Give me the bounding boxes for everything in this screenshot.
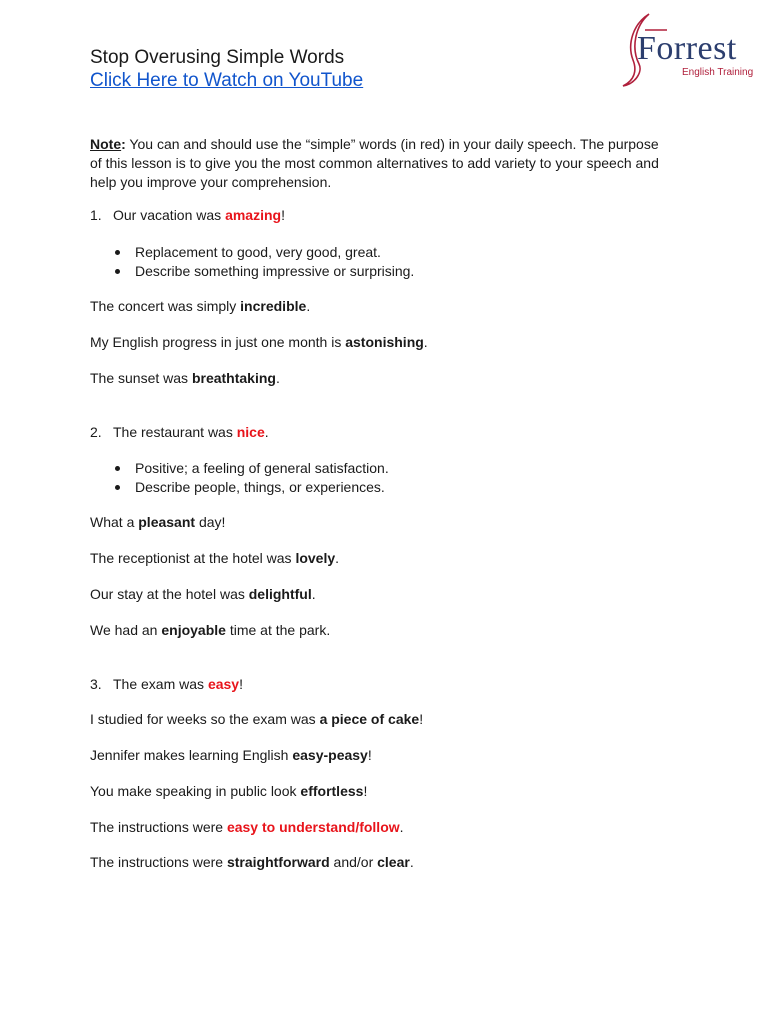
note-paragraph: Note: You can and should use the “simple” words (in red) in your daily speech. The purpose of this lesson is to give you the most common alternatives to add variety to your speech and help you improve your comprehension.	[90, 136, 659, 190]
simple-word: amazing	[225, 207, 282, 223]
example-sentence: What a pleasant day!	[90, 514, 226, 530]
logo-subtitle: English Training	[682, 67, 754, 78]
example-sentence: The concert was simply incredible.	[90, 298, 311, 314]
section-heading-3: 3. The exam was easy!	[90, 676, 243, 692]
example-sentence: Our stay at the hotel was delightful.	[90, 586, 316, 602]
bullet-list-1	[90, 243, 414, 281]
example-sentence: You make speaking in public look effortless!	[90, 783, 368, 799]
example-sentence: Jennifer makes learning English easy-peasy!	[90, 747, 372, 763]
youtube-link[interactable]: Click Here to Watch on YouTube	[90, 70, 364, 91]
note-text: You can and should use the “simple” words (in red) in your daily speech. The purpose of this lesson is to give you the most common alternatives to add variety to your speech and help you improve your comprehension.	[90, 136, 659, 190]
simple-word: easy	[207, 676, 240, 692]
example-sentence: The receptionist at the hotel was lovely.	[90, 550, 340, 566]
forrest-logo	[615, 8, 765, 88]
example-sentence: The instructions were easy to understand/follow.	[90, 819, 404, 835]
example-sentence: My English progress in just one month is astonishing.	[90, 334, 428, 350]
list-item: Describe people, things, or experiences.	[90, 478, 389, 497]
logo-word: Forrest	[637, 30, 737, 67]
list-item: Replacement to good, very good, great.	[90, 243, 414, 262]
list-item: Positive; a feeling of general satisfaction.	[90, 459, 389, 478]
document-title: Stop Overusing Simple Words	[90, 47, 345, 68]
example-sentence: The sunset was breathtaking.	[90, 370, 280, 386]
section-heading-2: 2. The restaurant was nice.	[90, 424, 269, 440]
example-sentence: I studied for weeks so the exam was a piece of cake!	[90, 711, 424, 727]
example-sentence: The instructions were straightforward and/or clear.	[90, 854, 414, 870]
section-heading-1: 1. Our vacation was amazing!	[90, 207, 285, 223]
list-item: Describe something impressive or surprising.	[90, 262, 414, 281]
simple-word: nice	[236, 424, 265, 440]
note-label: Note	[90, 136, 122, 152]
example-sentence: We had an enjoyable time at the park.	[90, 622, 331, 638]
bullet-list-2	[90, 459, 389, 497]
